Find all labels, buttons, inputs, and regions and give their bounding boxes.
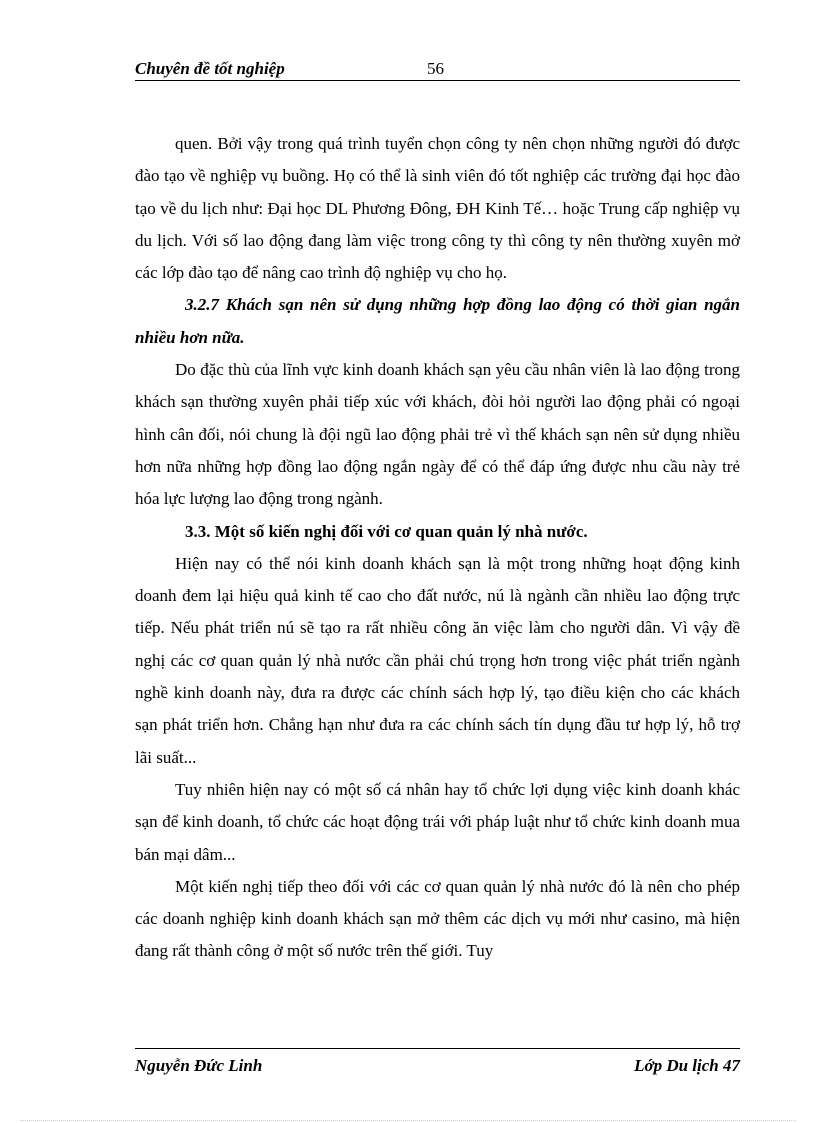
page-number: 56	[427, 59, 444, 78]
footer-class: Lớp Du lịch 47	[634, 1056, 740, 1075]
header-title: Chuyên đề tốt nghiệp	[135, 59, 285, 78]
section-heading-3-2-7: 3.2.7 Khách sạn nên sử dụng những hợp đồng lao động có thời gian ngắn nhiều hơn nữa.	[135, 295, 740, 347]
document-body	[135, 128, 740, 968]
paragraph-1: quen. Bởi vậy trong quá trình tuyển chọn công ty nên chọn những người đó được đào tạo về nghiệp vụ buồng. Họ có thể là sinh viên đó tốt nghiệp các trường đại học đào tạo về du lịch như: Đại học DL Phương Đông, ĐH Kinh Tế… hoặc Trung cấp nghiệp vụ du lịch. Với số lao động đang làm việc trong công ty thì công ty nên thường xuyên mở các lớp đào tạo để nâng cao trình độ nghiệp vụ cho họ.	[135, 134, 740, 283]
footer-author: Nguyễn Đức Linh	[135, 1056, 263, 1075]
section-heading-3-3: 3.3. Một số kiến nghị đối với cơ quan quản lý nhà nước.	[185, 521, 588, 541]
page-edge-divider	[20, 1120, 796, 1121]
paragraph-3: Hiện nay có thể nói kinh doanh khách sạn là một trong những hoạt động kinh doanh đem lại hiệu quả kinh tế cao cho đất nước, nú là ngành cần nhiều lao động trực tiếp. Nếu phát triển nú sẽ tạo ra rất nhiều công ăn việc làm cho người dân. Vì vậy đề nghị các cơ quan quản lý nhà nước cần phải chú trọng hơn trong việc phát triển ngành nghề kinh doanh này, đưa ra được các chính sách hợp lý, tạo điều kiện cho các khách sạn phát triển hơn. Chẳng hạn như đưa ra các chính sách tín dụng đầu tư hợp lý, hỗ trợ lãi suất...	[135, 553, 740, 767]
paragraph-2: Do đặc thù của lĩnh vực kinh doanh khách sạn yêu cầu nhân viên là lao động trong khách sạn thường xuyên phải tiếp xúc với khách, đòi hỏi người lao động phải có ngoại hình cân đối, nói chung là đội ngũ lao động phải trẻ vì thế khách sạn nên sử dụng nhiều hơn nữa những hợp đồng lao động ngắn ngày để có thể đáp ứng được nhu cầu này trẻ hóa lực lượng lao động trong ngành.	[135, 360, 740, 509]
page-footer	[135, 1048, 740, 1079]
paragraph-5: Một kiến nghị tiếp theo đối với các cơ quan quản lý nhà nước đó là nên cho phép các doanh nghiệp kinh doanh khách sạn mở thêm các dịch vụ mới như casino, mà hiện đang rất thành công ở một số nước trên thế giới. Tuy	[135, 876, 740, 961]
page-header	[135, 58, 740, 81]
paragraph-4: Tuy nhiên hiện nay có một số cá nhân hay tổ chức lợi dụng việc kinh doanh khác sạn để kinh doanh, tổ chức các hoạt động trái với pháp luật như tổ chức kinh doanh mua bán mại dâm...	[135, 779, 740, 864]
